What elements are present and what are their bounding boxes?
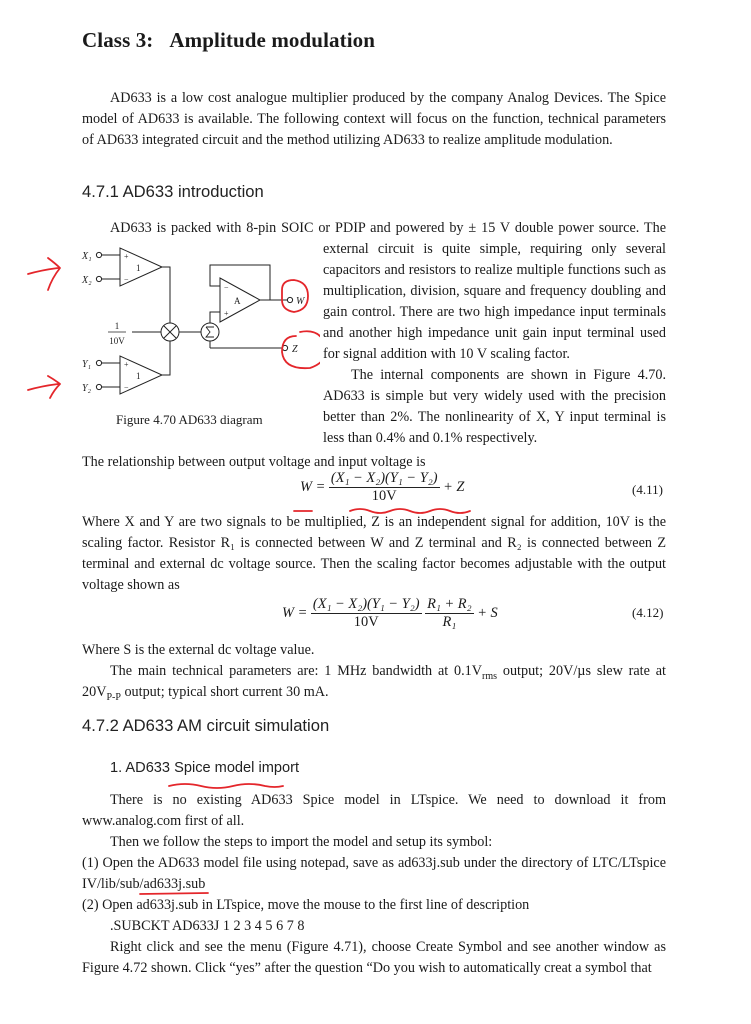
wrap-line: for signal addition with 10 V scaling factor. xyxy=(323,346,570,362)
para-steps-intro: Then we follow the steps to import the model and setup its symbol: xyxy=(110,834,493,850)
params-end: output; typical short current 30 mA. xyxy=(124,684,329,700)
eq412-rhs: + S xyxy=(477,605,498,621)
red-arrow-y xyxy=(28,376,60,398)
scale-num: 1 xyxy=(114,321,120,331)
params-mid: output; 20V/µs slew rate at 20V xyxy=(82,663,666,700)
red-arrow-x xyxy=(28,258,60,290)
y2-label: Y₂ xyxy=(82,383,92,394)
eq411-lhs: W = xyxy=(300,479,326,495)
wrap-line: external circuit is quite simple, requiring only several xyxy=(323,241,666,257)
eq412-tag: (4.12) xyxy=(632,605,664,620)
amp-a-label: A xyxy=(234,296,241,306)
title-number: Class 3: xyxy=(82,28,154,52)
params-sub-rms: rms xyxy=(482,670,498,682)
amp-gain-x: 1 xyxy=(136,263,141,273)
eq411-numerator: (X₁ − X₂)(Y₁ − Y₂) xyxy=(330,470,438,486)
para-where-xy: Where X and Y are two signals to be multiplied, Z is an independent signal for addition, 10V is the scaling factor. Resistor R₁ is connected between W and Z terminal and R₂ is connected between Z terminal and external dc voltage source. Then the scaling factor becomes adjustable with the output voltage shown as xyxy=(82,514,666,593)
equation-4-11 xyxy=(300,470,464,505)
eq411-denominator: 10V xyxy=(371,488,397,504)
wrap-line: The internal components are shown in Figure 4.70. xyxy=(351,367,666,383)
title-text: Amplitude modulation xyxy=(169,28,376,52)
intro-paragraph: AD633 is a low cost analogue multiplier produced by the company Analog Devices. The Spice model of AD633 is available. The following context will focus on the function, technical parameters of AD633 integrated circuit and the method utilizing AD633 to realize amplitude modulation. xyxy=(82,90,666,148)
section-heading-4-7-1: 4.7.1 AD633 introduction xyxy=(82,182,264,201)
amp-minus-y: − xyxy=(124,383,129,392)
eq412-fraction2 xyxy=(425,596,474,631)
step-2: (2) Open ad633j.sub in LTspice, move the mouse to the first line of description xyxy=(82,897,530,913)
w-label: W xyxy=(296,296,305,307)
scale-den: 10V xyxy=(109,336,125,346)
para-no-model: There is no existing AD633 Spice model in LTspice. We need to download it from www.analog.com first of all. xyxy=(82,792,666,829)
section-heading-4-7-2: 4.7.2 AD633 AM circuit simulation xyxy=(82,716,330,735)
eq411-fraction xyxy=(329,470,440,505)
page-title xyxy=(82,28,375,53)
equation-4-12 xyxy=(282,596,498,631)
x2-label: X₂ xyxy=(82,275,92,286)
step-1: (1) Open the AD633 model file using notepad, save as ad633j.sub under the directory of LTC/LTspice IV/lib/sub/ad633j.sub xyxy=(82,855,666,892)
amp-plus-y: + xyxy=(124,360,129,369)
eq412-denominator2: R₁ xyxy=(442,614,457,630)
figure-caption: Figure 4.70 AD633 diagram xyxy=(116,412,263,427)
y1-label: Y₁ xyxy=(82,359,92,370)
para-right-click: Right click and see the menu (Figure 4.71), choose Create Symbol and see another window as Figure 4.72 shown. Click “yes” after the question “Do you wish to automatically creat a symbol that xyxy=(82,939,666,976)
amp-minus-a: − xyxy=(224,283,229,292)
red-circle-z xyxy=(282,331,320,368)
wrap-line: better than 2%. The nonlinearity of X, Y input terminal is xyxy=(323,409,666,425)
wrap-line: and another high impedance unit gain input terminal used xyxy=(323,325,666,341)
wrap-line: multiplication, division, square and frequency doubling and xyxy=(323,283,666,299)
z-label: Z xyxy=(292,344,298,355)
amp-plus-a: + xyxy=(224,309,229,318)
wrap-line: less than 0.4% and 0.1% respectively. xyxy=(323,430,538,446)
ad633-diagram xyxy=(20,240,320,410)
para-params xyxy=(82,661,666,703)
params-sub-pp: P-P xyxy=(106,691,121,703)
wrap-line: AD633 is simple but very widely used with the precision xyxy=(323,388,666,404)
eq412-fraction1 xyxy=(311,596,422,631)
x1-label: X₁ xyxy=(82,251,92,262)
eq412-lhs: W = xyxy=(282,605,308,621)
params-text: The main technical parameters are: 1 MHz bandwidth at 0.1V xyxy=(110,663,483,679)
amp-minus-x: − xyxy=(124,275,129,284)
subheading-spice-import: 1. AD633 Spice model import xyxy=(110,760,300,776)
wrap-first-line: AD633 is packed with 8-pin SOIC or PDIP and powered by ± 15 V double power source. The xyxy=(110,220,666,236)
amp-plus-x: + xyxy=(124,252,129,261)
eq412-numerator2: R₁ + R₂ xyxy=(427,596,472,612)
eq412-numerator1: (X₁ − X₂)(Y₁ − Y₂) xyxy=(312,596,420,612)
para-where-s: Where S is the external dc voltage value. xyxy=(82,642,315,658)
wrap-line: gain control. There are two high impedance input terminals xyxy=(323,304,666,320)
wrap-line: capacitors and resistors to realize multiple functions such as xyxy=(323,262,666,278)
eq411-tag: (4.11) xyxy=(632,482,663,497)
wrapped-text-column xyxy=(323,239,666,449)
eq411-rhs: + Z xyxy=(443,479,465,495)
eq412-denominator1: 10V xyxy=(353,614,379,630)
amp-gain-y: 1 xyxy=(136,371,141,381)
subckt-line: .SUBCKT AD633J 1 2 3 4 5 6 7 8 xyxy=(110,918,305,934)
relation-sentence: The relationship between output voltage and input voltage is xyxy=(82,454,426,470)
